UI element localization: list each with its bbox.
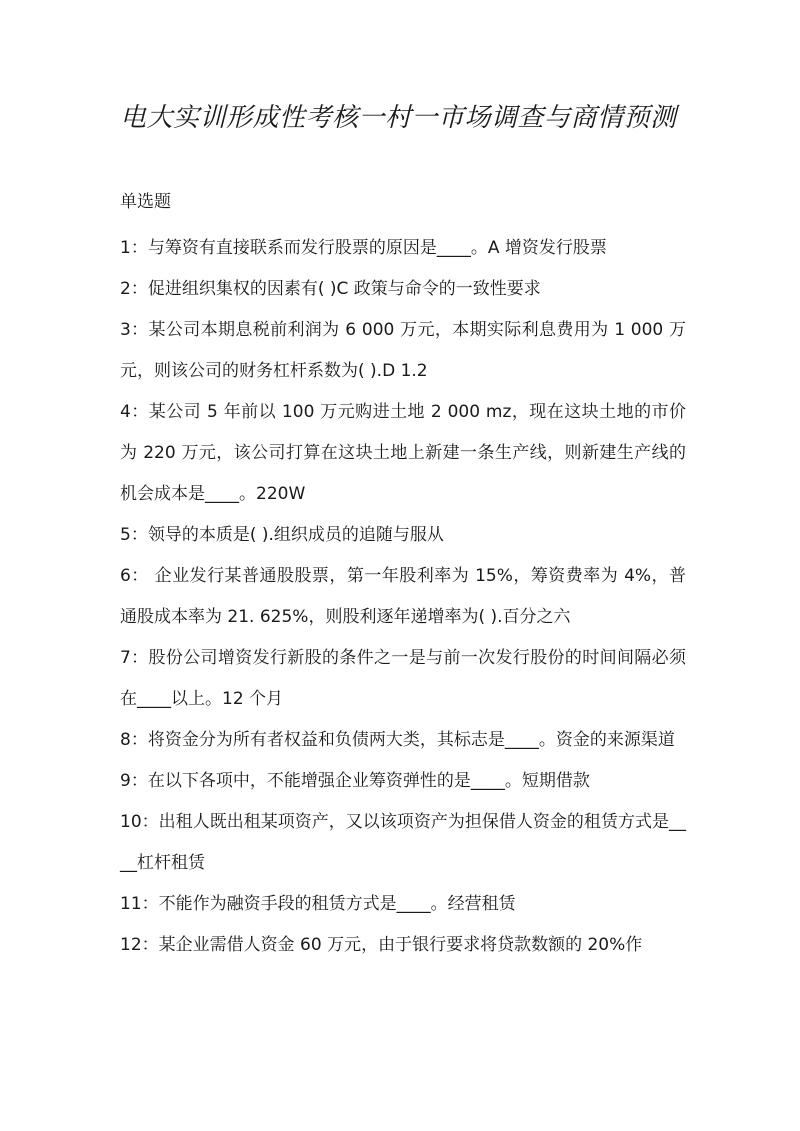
question-item: 7：股份公司增资发行新股的条件之一是与前一次发行股份的时间间隔必须在____以上。12 个月 [120,648,686,709]
question-item: 10：出租人既出租某项资产，又以该项资产为担保借人资金的租赁方式是____杠杆租赁 [120,812,686,873]
question-list [120,228,686,966]
question-item: 1：与筹资有直接联系而发行股票的原因是____。A 增资发行股票 [120,238,607,258]
question-item: 2：促进组织集权的因素有( )C 政策与命令的一致性要求 [120,279,541,299]
question-item: 3：某公司本期息税前利润为 6 000 万元，本期实际利息费用为 1 000 万元，则该公司的财务杠杆系数为( ).D 1.2 [120,320,686,381]
question-item: 4：某公司 5 年前以 100 万元购进土地 2 000 mz，现在这块土地的市价为 220 万元，该公司打算在这块土地上新建一条生产线，则新建生产线的机会成本是____。220W [120,402,686,504]
question-item: 12：某企业需借人资金 60 万元，由于银行要求将贷款数额的 20%作 [120,935,643,955]
question-item: 8：将资金分为所有者权益和负债两大类，其标志是____。资金的来源渠道 [120,730,675,750]
question-item: 5：领导的本质是( ).组织成员的追随与服从 [120,525,444,545]
question-item: 6： 企业发行某普通股股票，第一年股利率为 15%，筹资费率为 4%，普通股成本率为 21. 625%，则股利逐年递增率为( ).百分之六 [120,566,686,627]
question-item: 11：不能作为融资手段的租赁方式是____。经营租赁 [120,894,516,914]
section-heading: 单选题 [120,192,171,212]
document-title: 电大实训形成性考核一村一市场调查与商情预测 [120,103,677,133]
question-item: 9：在以下各项中，不能增强企业筹资弹性的是____。短期借款 [120,771,590,791]
